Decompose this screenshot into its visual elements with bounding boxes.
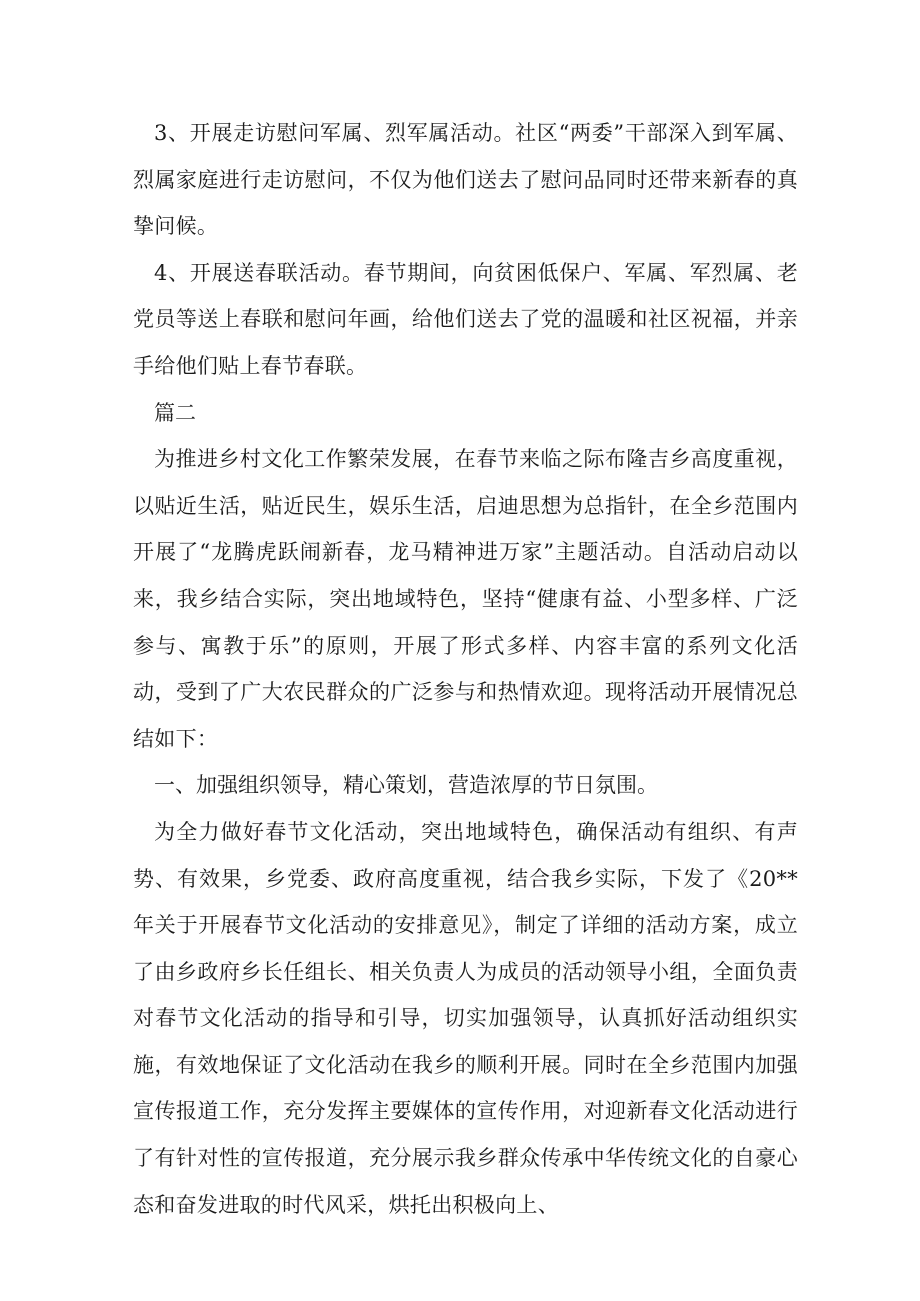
- section-heading-part-two: 篇二: [154, 400, 196, 425]
- paragraph-spring-couplets: 4、开展送春联活动。春节期间，向贫困低保户、军属、军烈属、老党员等送上春联和慰问年画，给他们送去了党的温暖和社区祝福，并亲手给他们贴上春节春联。: [133, 260, 798, 378]
- document-body: [133, 110, 798, 1228]
- subheading-organization-leadership: 一、加强组织领导，精心策划，营造浓厚的节日氛围。: [154, 773, 658, 798]
- paragraph-visit-military-families: 3、开展走访慰问军属、烈军属活动。社区“两委”干部深入到军属、烈属家庭进行走访慰问，不仅为他们送去了慰问品同时还带来新春的真挚问候。: [133, 121, 798, 239]
- paragraph-intro-summary: 为推进乡村文化工作繁荣发展，在春节来临之际布隆吉乡高度重视，以贴近生活，贴近民生，娱乐生活，启迪思想为总指针，在全乡范围内开展了“龙腾虎跃闹新春，龙马精神进万家”主题活动。自活动启动以来，我乡结合实际，突出地域特色，坚持“健康有益、小型多样、广泛参与、寓教于乐”的原则，开展了形式多样、内容丰富的系列文化活动，受到了广大农民群众的广泛参与和热情欢迎。现将活动开展情况总结如下：: [133, 447, 798, 751]
- paragraph-organization-details: 为全力做好春节文化活动，突出地域特色，确保活动有组织、有声势、有效果，乡党委、政府高度重视，结合我乡实际，下发了《20**年关于开展春节文化活动的安排意见》，制定了详细的活动方案，成立了由乡政府乡长任组长、相关负责人为成员的活动领导小组，全面负责对春节文化活动的指导和引导，切实加强领导，认真抓好活动组织实施，有效地保证了文化活动在我乡的顺利开展。同时在全乡范围内加强宣传报道工作，充分发挥主要媒体的宣传作用，对迎新春文化活动进行了有针对性的宣传报道，充分展示我乡群众传承中华传统文化的自豪心态和奋发进取的时代风采，烘托出积极向上、: [133, 819, 798, 1217]
